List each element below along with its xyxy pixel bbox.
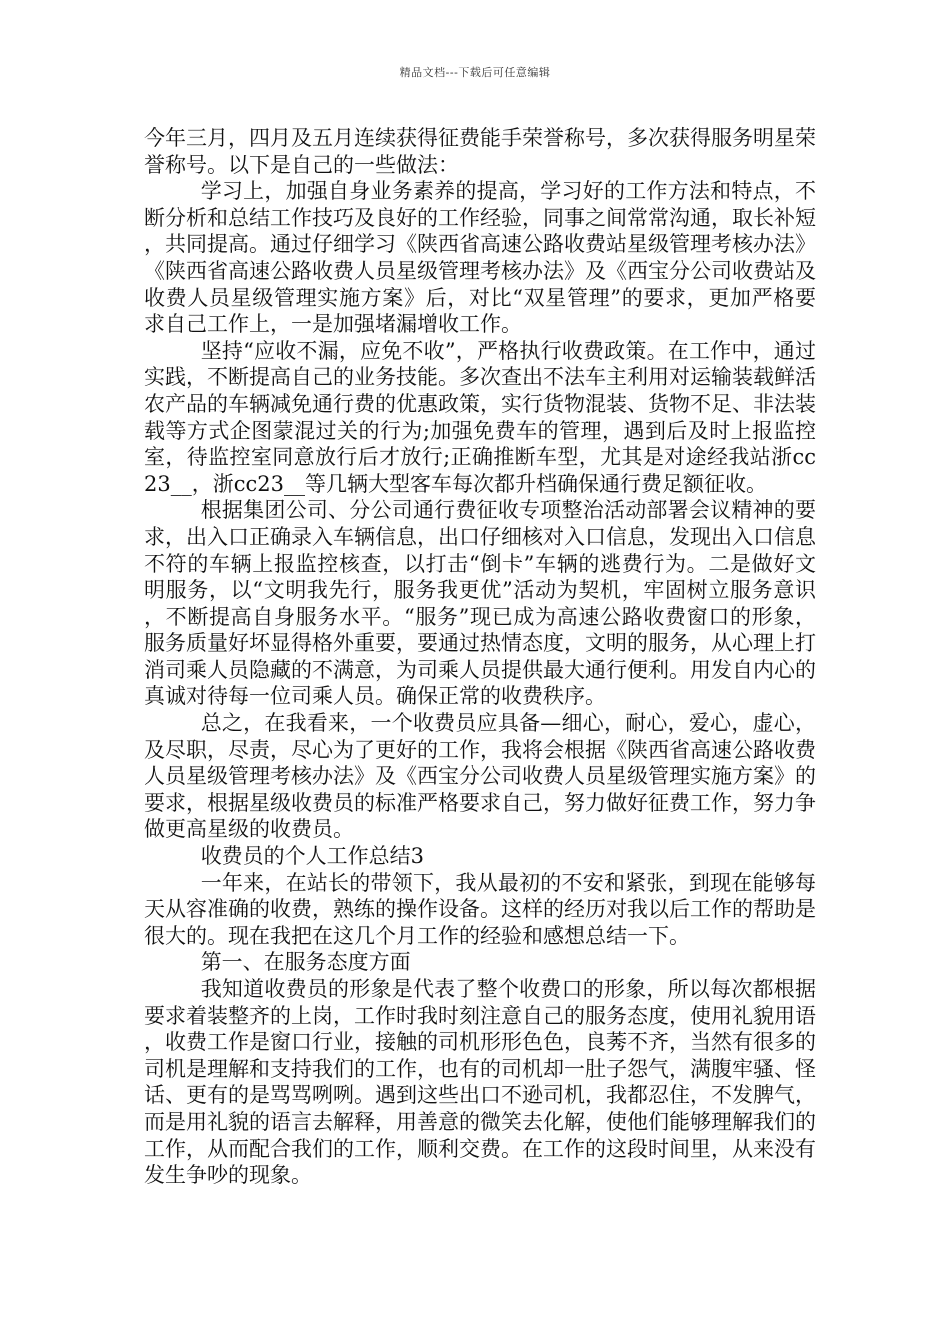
section-heading-summary-3: 收费员的个人工作总结3	[200, 844, 425, 869]
paragraph-7: 一年来，在站长的带领下，我从最初的不安和紧张，到现在能够每天从容准确的收费，熟练的操作设备。这样的经历对我以后工作的帮助是很大的。现在我把在这几个月工作的经验和感想总结一下。	[144, 870, 816, 948]
paragraph-5: 总之，在我看来，一个收费员应具备—细心，耐心，爱心，虚心，及尽职，尽责，尽心为了更好的工作，我将会根据《陕西省高速公路收费人员星级管理考核办法》及《西宝分公司收费人员星级管理实施方案》的要求，根据星级收费员的标准严格要求自己，努力做好征费工作，努力争做更高星级的收费员。	[144, 711, 816, 842]
paragraph-3: 坚持“应收不漏，应免不收”，严格执行收费政策。在工作中，通过实践，不断提高自己的业务技能。多次查出不法车主利用对运输装载鲜活农产品的车辆减免通行费的优惠政策，实行货物混装、货物不足、非法装载等方式企图蒙混过关的行为;加强免费车的管理，遇到后及时上报监控室，待监控室同意放行后才放行;正确推断车型，尤其是对途经我站浙cc23__，浙cc23__等几辆大型客车每次都升档确保通行费足额征收。	[144, 338, 816, 496]
paragraph-4: 根据集团公司、分公司通行费征收专项整治活动部署会议精神的要求，出入口正确录入车辆信息，出口仔细核对入口信息，发现出入口信息不符的车辆上报监控核查，以打击“倒卡”车辆的逃费行为。二是做好文明服务，以“文明我先行，服务我更优”活动为契机，牢固树立服务意识，不断提高自身服务水平。“服务”现已成为高速公路收费窗口的形象，服务质量好坏显得格外重要，要通过热情态度，文明的服务，从心理上打消司乘人员隐藏的不满意，为司乘人员提供最大通行便利。用发自内心的真诚对待每一位司乘人员。确保正常的收费秩序。	[144, 498, 816, 709]
subheading-service-attitude: 第一、在服务态度方面	[200, 950, 411, 975]
page-header: 精品文档---下载后可任意编辑	[399, 66, 551, 79]
paragraph-1: 今年三月，四月及五月连续获得征费能手荣誉称号，多次获得服务明星荣誉称号。以下是自己的一些做法：	[144, 126, 816, 177]
paragraph-2: 学习上，加强自身业务素养的提高，学习好的工作方法和特点，不断分析和总结工作技巧及良好的工作经验，同事之间常常沟通，取长补短，共同提高。通过仔细学习《陕西省高速公路收费站星级管理考核办法》《陕西省高速公路收费人员星级管理考核办法》及《西宝分公司收费站及收费人员星级管理实施方案》后，对比“双星管理”的要求，更加严格要求自己工作上，一是加强堵漏增收工作。	[144, 179, 816, 337]
paragraph-9: 我知道收费员的形象是代表了整个收费口的形象，所以每次都根据要求着装整齐的上岗，工作时我时刻注意自己的服务态度，使用礼貌用语，收费工作是窗口行业，接触的司机形形色色，良莠不齐，当然有很多的司机是理解和支持我们的工作，也有的司机却一肚子怨气，满腹牢骚、怪话、更有的是骂骂咧咧。遇到这些出口不逊司机，我都忍住，不发脾气，而是用礼貌的语言去解释，用善意的微笑去化解，使他们能够理解我们的工作，从而配合我们的工作，顺利交费。在工作的这段时间里，从来没有发生争吵的现象。	[144, 977, 816, 1188]
document-body	[144, 125, 816, 1189]
